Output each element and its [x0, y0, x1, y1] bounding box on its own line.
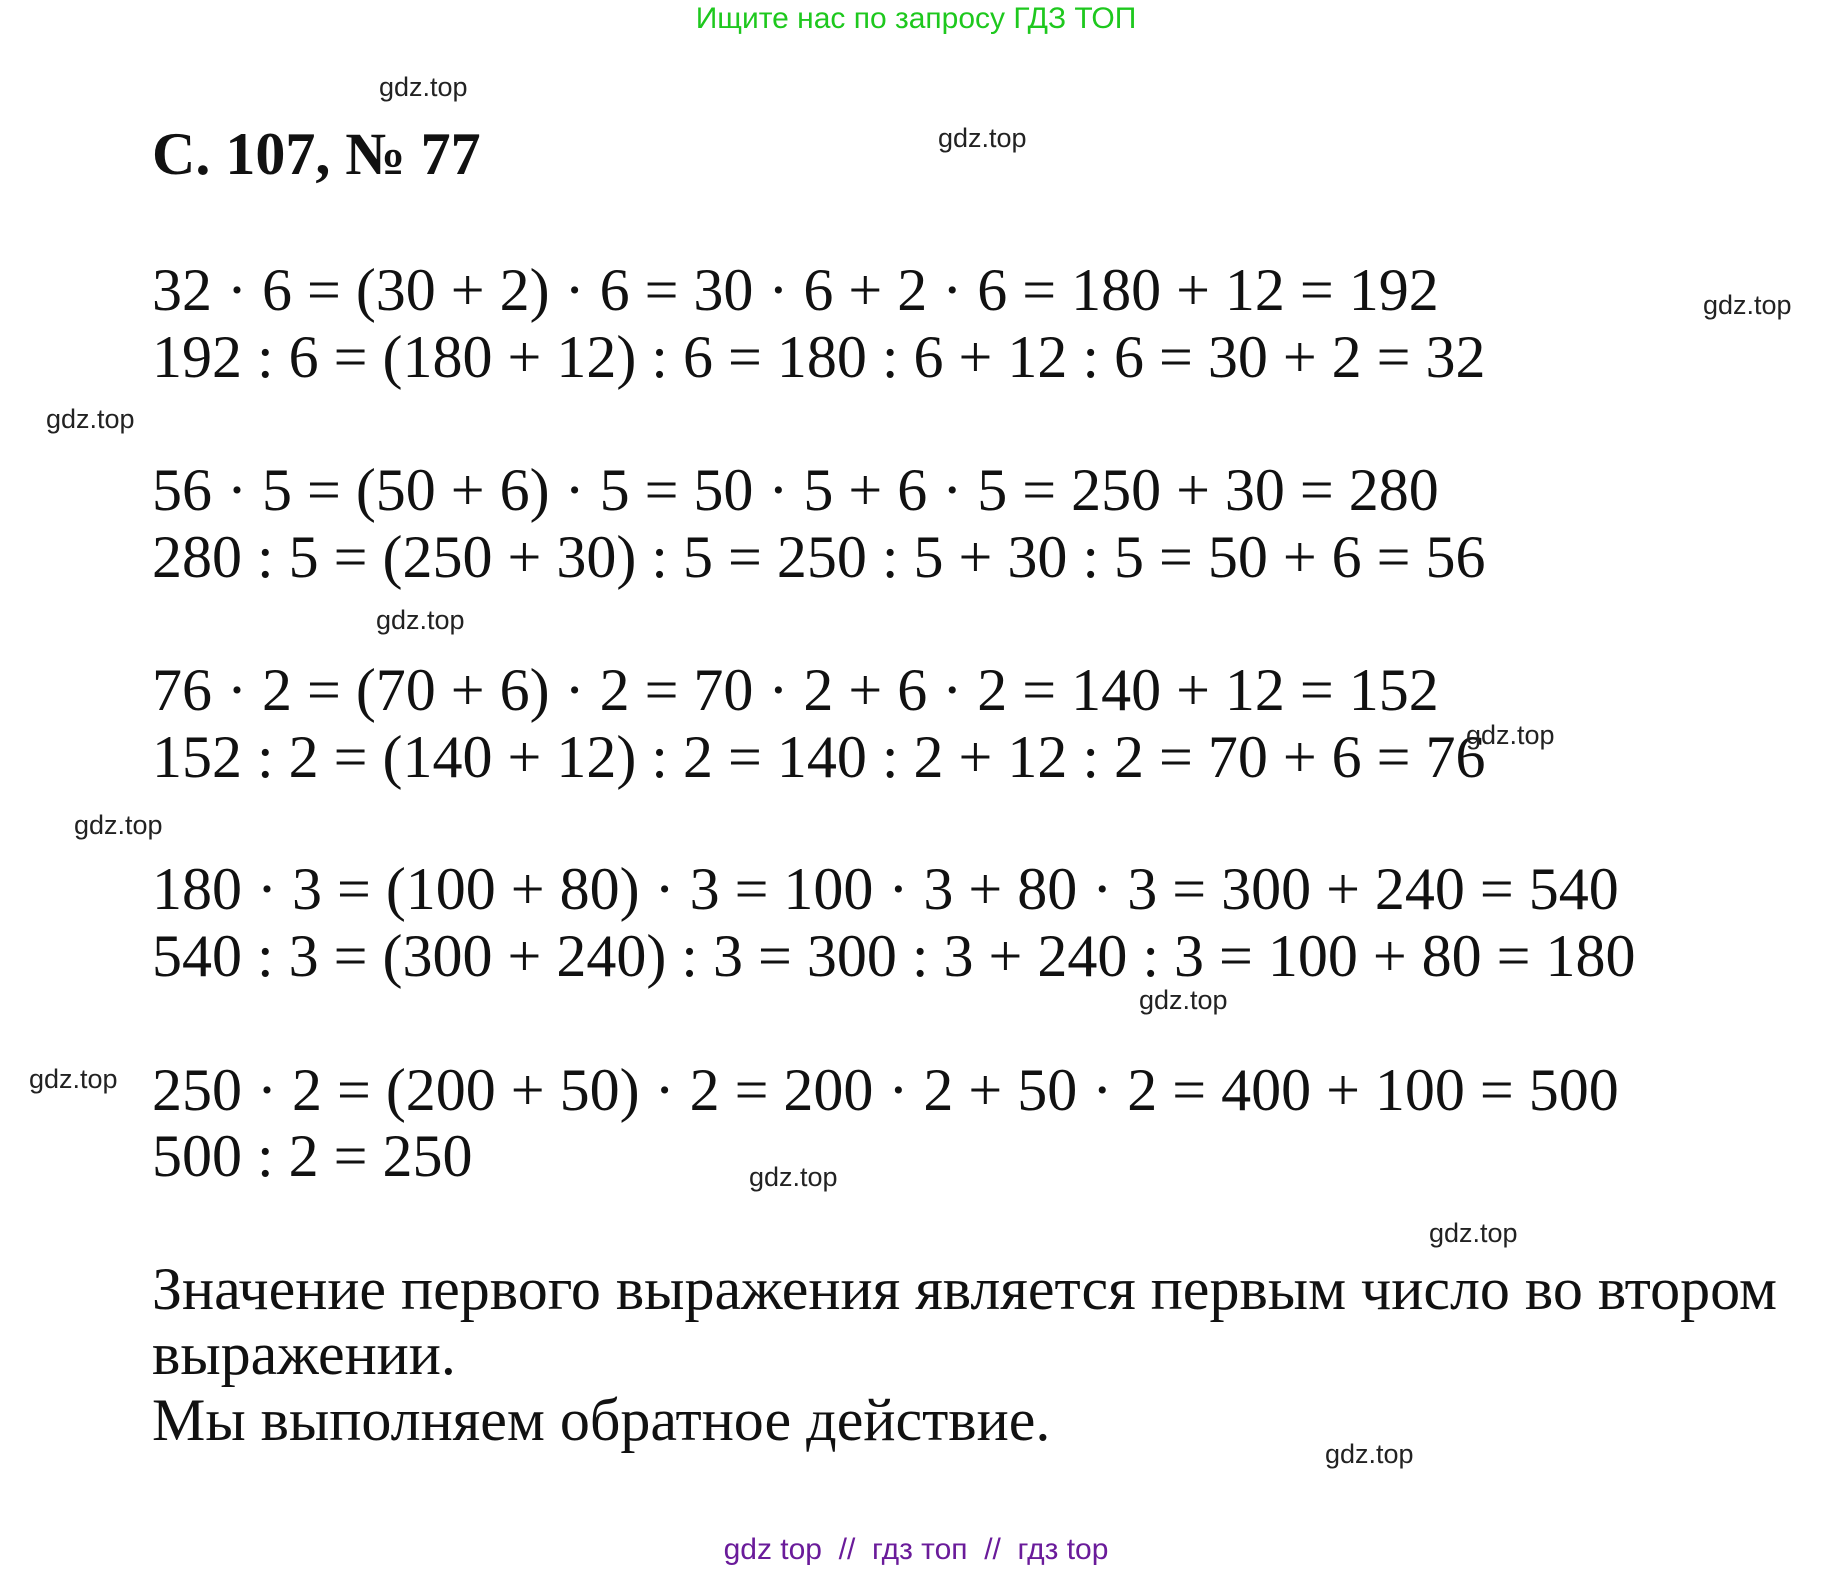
- watermark: gdz.top: [29, 1064, 118, 1094]
- watermark: gdz.top: [749, 1162, 838, 1192]
- watermark: gdz.top: [938, 123, 1027, 153]
- equation-line: 540 : 3 = (300 + 240) : 3 = 300 : 3 + 240 : 3 = 100 + 80 = 180: [152, 923, 1636, 989]
- watermark: gdz.top: [74, 810, 163, 840]
- promo-banner: Ищите нас по запросу ГДЗ ТОП: [695, 2, 1137, 35]
- equation-line: 76 · 2 = (70 + 6) · 2 = 70 · 2 + 6 · 2 = 140 + 12 = 152: [152, 657, 1439, 723]
- watermark: gdz.top: [1466, 720, 1555, 750]
- watermark: gdz.top: [1325, 1439, 1414, 1469]
- equation-line: 500 : 2 = 250: [152, 1123, 473, 1189]
- watermark: gdz.top: [379, 72, 468, 102]
- watermark: gdz.top: [1139, 985, 1228, 1015]
- equation-line: 56 · 5 = (50 + 6) · 5 = 50 · 5 + 6 · 5 = 250 + 30 = 280: [152, 457, 1439, 523]
- equation-line: 32 · 6 = (30 + 2) · 6 = 30 · 6 + 2 · 6 = 180 + 12 = 192: [152, 257, 1439, 323]
- watermark: gdz.top: [1703, 290, 1792, 320]
- conclusion-line: выражении.: [152, 1321, 456, 1387]
- page-title: С. 107, № 77: [152, 121, 481, 187]
- conclusion-line: Мы выполняем обратное действие.: [152, 1387, 1051, 1453]
- watermark: gdz.top: [1429, 1218, 1518, 1248]
- equation-line: 192 : 6 = (180 + 12) : 6 = 180 : 6 + 12 : 6 = 30 + 2 = 32: [152, 324, 1486, 390]
- conclusion-line: Значение первого выражения является первым число во втором: [152, 1256, 1777, 1322]
- watermark: gdz.top: [376, 605, 465, 635]
- equation-line: 250 · 2 = (200 + 50) · 2 = 200 · 2 + 50 · 2 = 400 + 100 = 500: [152, 1057, 1619, 1123]
- footer-links[interactable]: gdz top // гдз топ // гдз top: [723, 1533, 1109, 1566]
- equation-line: 180 · 3 = (100 + 80) · 3 = 100 · 3 + 80 · 3 = 300 + 240 = 540: [152, 856, 1619, 922]
- equation-line: 152 : 2 = (140 + 12) : 2 = 140 : 2 + 12 : 2 = 70 + 6 = 76: [152, 724, 1486, 790]
- watermark: gdz.top: [46, 404, 135, 434]
- equation-line: 280 : 5 = (250 + 30) : 5 = 250 : 5 + 30 : 5 = 50 + 6 = 56: [152, 524, 1486, 590]
